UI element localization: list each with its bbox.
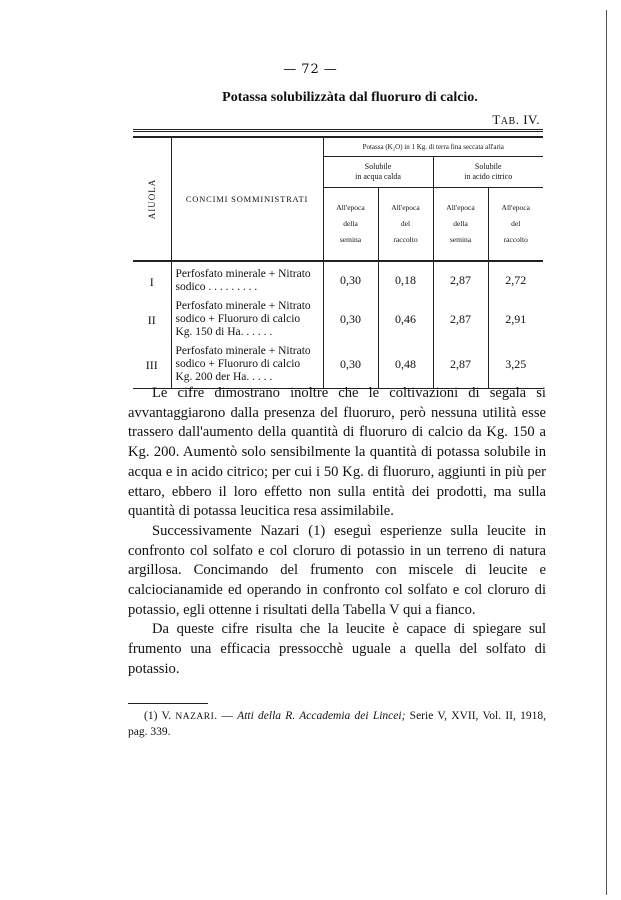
table-title: Potassa solubilizzàta dal fluoruro di calcio.: [222, 90, 478, 105]
header-epoca-raccolto: All'epoca del raccolto: [378, 188, 433, 262]
header-epoca-semina: All'epoca della semina: [323, 188, 378, 262]
paragraph: Da queste cifre risulta che la leucite è capace di spiegare sul frumento una efficacia pressocchè uguale a quella del solfato di potassio.: [128, 621, 546, 677]
header-potassa: Potassa (K₂O) in 1 Kg. di terra fina seccata all'aria: [323, 137, 543, 157]
page-edge-line: [606, 10, 607, 895]
header-solubile-citrico: Solubile in acido citrico: [433, 157, 543, 188]
table-label: TAB. IV.: [492, 112, 540, 127]
paragraph: Successivamente Nazari (1) eseguì esperienze sulla leucite in confronto col solfato e col cloruro di potassio in un terreno di natura argillosa. Concimando del frumento con miscele di leucite e calciocianamide ed operando in confronto col solfato e col cloruro di potassio, egli ottenne i risultati della Tabella V qui a fianco.: [128, 522, 546, 618]
table-row: I Perfosfato minerale + Nitrato sodico . . . . . . . . . 0,30 0,18 2,87 2,72: [149, 268, 527, 293]
header-aiuola: AIUOLA: [133, 137, 171, 261]
header-epoca-raccolto-2: All'epoca del raccolto: [488, 188, 543, 262]
body-text: [128, 384, 546, 680]
footnote-divider: [128, 703, 208, 704]
row-description: Perfosfato minerale + Nitrato sodico + Fluoruro di calcio Kg. 150 di Ha. . . . . .: [171, 300, 323, 339]
page-number: — 72 —: [283, 62, 338, 77]
header-concimi: CONCIMI SOMMINISTRATI: [171, 137, 323, 261]
row-description: Perfosfato minerale + Nitrato sodico + Fluoruro di calcio Kg. 200 der Ha. . . . .: [171, 345, 323, 384]
header-solubile-acqua: Solubile in acqua calda: [323, 157, 433, 188]
data-table: [133, 129, 543, 389]
header-epoca-semina-2: All'epoca della semina: [433, 188, 488, 262]
footnote: (1) V. NAZARI. — Atti della R. Accademia dei Lincei; Serie V, XVII, Vol. II, 1918, pag. 339.: [128, 710, 547, 738]
table-row: II Perfosfato minerale + Nitrato sodico + Fluoruro di calcio Kg. 150 di Ha. . . . . . 0,30 0,46 2,87 2,91: [147, 300, 527, 338]
row-description: Perfosfato minerale + Nitrato sodico . . . . . . . . .: [171, 268, 323, 294]
paragraph: Le cifre dimostrano inoltre che le coltivazioni di segala si avvantaggiarono dalla presenza del fluoruro, però nessuna utilità esse trassero dall'aumento della quantità di fluoruro di calcio da Kg. 150 a Kg. 200. Aumentò solo sensibilmente la quantità di potassa solubile in acqua e in acido citrico; per cui i 50 Kg. di fluoruro, aggiunti in più per ettaro, ebbero il loro effetto non sulla entità dei prodotti, ma sulla quantità di potassa leucitica resa assimilabile.: [128, 385, 546, 520]
table-row: III Perfosfato minerale + Nitrato sodico + Fluoruro di calcio Kg. 200 der Ha. . . . . 0,30 0,48 2,87 3,25: [145, 345, 527, 383]
